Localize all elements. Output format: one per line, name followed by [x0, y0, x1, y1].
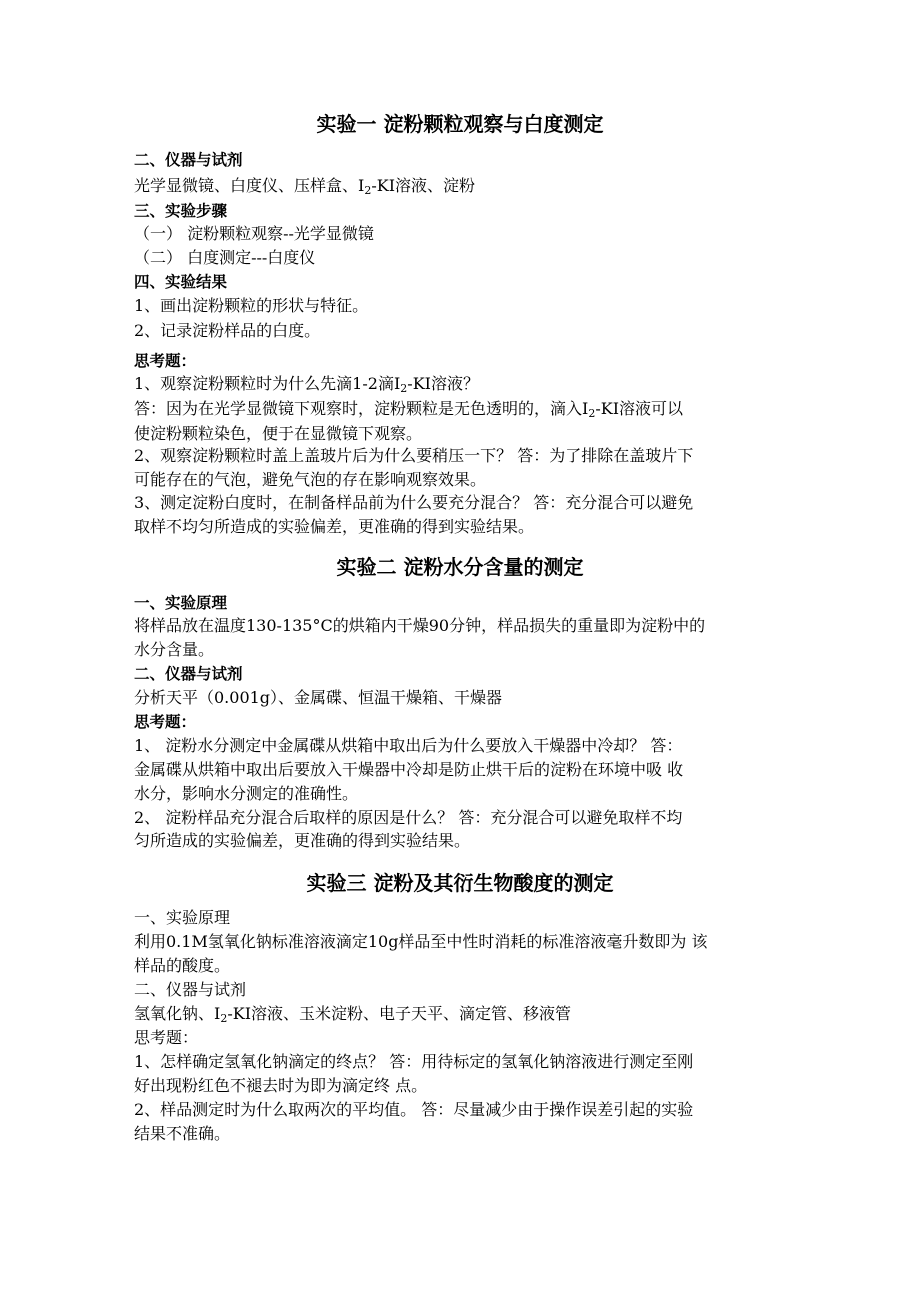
exp3-title: 实验三 淀粉及其衍生物酸度的测定 — [306, 871, 614, 895]
exp1-result-2: 2、记录淀粉样品的白度。 — [134, 321, 321, 340]
exp1-heading-results: 四、实验结果 — [134, 273, 228, 291]
exp1-question-2-line1: 2、观察淀粉颗粒时盖上盖玻片后为什么要稍压一下？ 答：为了排除在盖玻片下 — [134, 446, 694, 465]
exp1-heading-questions: 思考题： — [134, 352, 197, 370]
exp1-title: 实验一 淀粉颗粒观察与白度测定 — [316, 112, 604, 136]
exp1-question-2-line2: 可能存在的气泡，避免气泡的存在影响观察效果。 — [134, 470, 487, 489]
exp2-heading-questions: 思考题： — [134, 713, 197, 731]
exp1-heading-steps: 三、实验步骤 — [134, 202, 228, 220]
exp2-question-2-line2: 匀所造成的实验偏差，更准确的得到实验结果。 — [134, 831, 471, 850]
exp3-heading-principle: 一、实验原理 — [134, 908, 231, 927]
exp3-heading-instruments: 二、仪器与试剂 — [134, 980, 247, 999]
exp2-title: 实验二 淀粉水分含量的测定 — [336, 555, 584, 579]
exp1-question-3-line2: 取样不均匀所造成的实验偏差，更准确的得到实验结果。 — [134, 517, 535, 536]
exp2-question-1-line1: 1、 淀粉水分测定中金属碟从烘箱中取出后为什么要放入干燥器中冷却？ 答： — [134, 736, 683, 755]
exp1-step-2: （二） 白度测定---白度仪 — [134, 248, 316, 267]
exp3-principle-line1: 利用0.1M氢氧化钠标准溶液滴定10g样品至中性时消耗的标准溶液毫升数即为 该 — [134, 932, 708, 951]
exp1-result-1: 1、画出淀粉颗粒的形状与特征。 — [134, 296, 369, 315]
exp3-question-1-line1: 1、怎样确定氢氧化钠滴定的终点？ 答：用待标定的氢氧化钠溶液进行测定至刚 — [134, 1052, 694, 1071]
exp1-answer-1-line2: 使淀粉颗粒染色，便于在显微镜下观察。 — [134, 424, 423, 443]
exp1-question-3-line1: 3、测定淀粉白度时，在制备样品前为什么要充分混合？ 答：充分混合可以避免 — [134, 493, 694, 512]
exp1-heading-instruments: 二、仪器与试剂 — [134, 151, 243, 169]
exp2-heading-instruments: 二、仪器与试剂 — [134, 665, 243, 683]
exp3-instruments: 氢氧化钠、$I_2-KI$溶液、玉米淀粉、电子天平、滴定管、移液管 — [134, 1004, 572, 1025]
exp2-question-2-line1: 2、 淀粉样品充分混合后取样的原因是什么？ 答：充分混合可以避免取样不均 — [134, 808, 683, 827]
exp2-instruments: 分析天平（0.001g）、金属碟、恒温干燥箱、干燥器 — [134, 688, 503, 707]
exp1-instruments: 光学显微镜、白度仪、压样盒、$I_2-KI$溶液、淀粉 — [134, 176, 476, 197]
exp3-principle-line2: 样品的酸度。 — [134, 956, 231, 975]
exp3-question-1-line2: 好出现粉红色不褪去时为即为滴定终 点。 — [134, 1076, 428, 1095]
exp2-question-1-line3: 水分，影响水分测定的准确性。 — [134, 784, 359, 803]
exp2-principle-line2: 水分含量。 — [134, 640, 215, 659]
exp3-heading-questions: 思考题： — [134, 1028, 199, 1047]
exp3-question-2-line1: 2、样品测定时为什么取两次的平均值。 答：尽量减少由于操作误差引起的实验 — [134, 1100, 694, 1119]
exp1-step-1: （一） 淀粉颗粒观察--光学显微镜 — [134, 224, 374, 243]
exp2-heading-principle: 一、实验原理 — [134, 594, 228, 612]
exp2-principle-line1: 将样品放在温度130-135°C的烘箱内干燥90分钟，样品损失的重量即为淀粉中的 — [134, 616, 706, 635]
exp1-answer-1-line1: 答：因为在光学显微镜下观察时，淀粉颗粒是无色透明的，滴入$I_2-KI$溶液可以 — [134, 399, 684, 420]
exp2-question-1-line2: 金属碟从烘箱中取出后要放入干燥器中冷却是防止烘干后的淀粉在环境中吸 收 — [134, 760, 684, 779]
exp3-question-2-line2: 结果不准确。 — [134, 1124, 231, 1143]
exp1-question-1: 1、观察淀粉颗粒时为什么先滴1-2滴$I_2-KI$溶液？ — [134, 374, 479, 395]
